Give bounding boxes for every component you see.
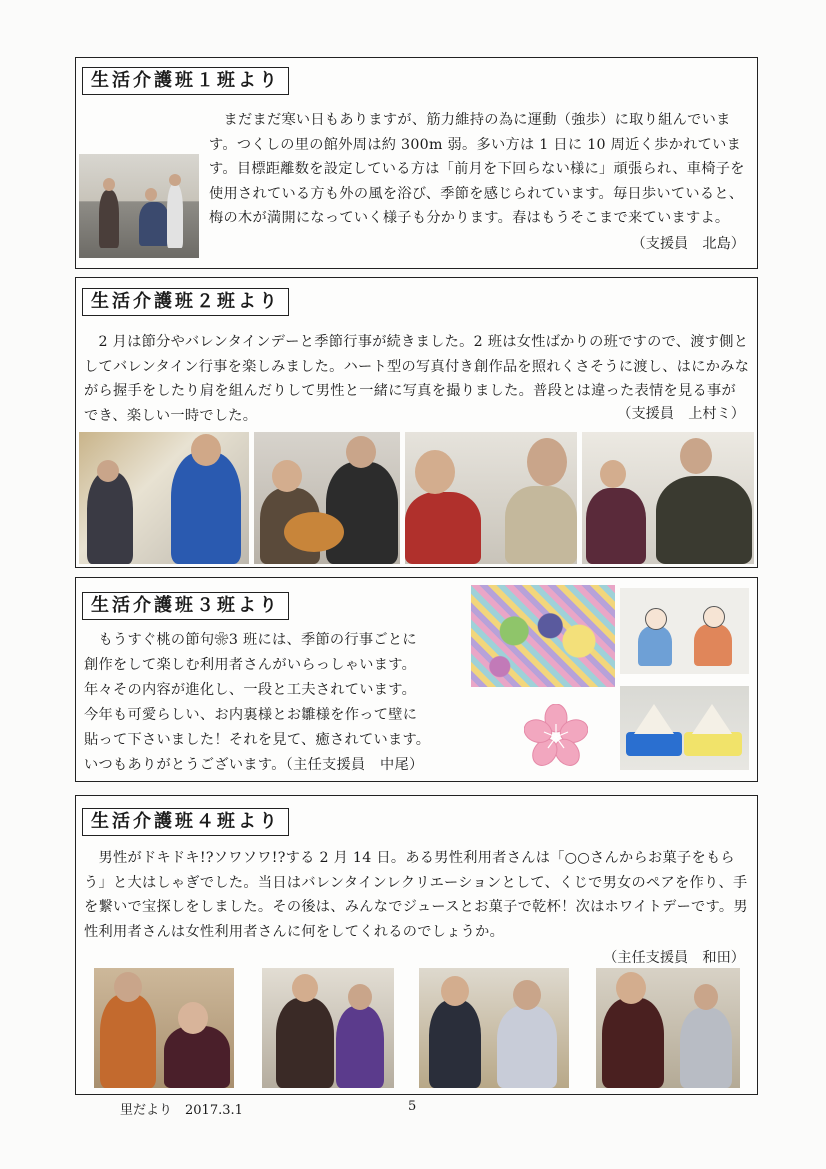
section-2-title: 生活介護班２班より [82, 288, 289, 316]
section-4-signature: （主任支援員 和田） [603, 950, 745, 966]
section-group-2 [75, 277, 758, 568]
peach-blossom-icon [524, 704, 588, 768]
treasure-hunt-photo-1 [94, 968, 234, 1088]
section-3-line-5: 貼って下さいました！それを見て、癒されています。 [84, 732, 431, 748]
hina-dolls-drawing-photo [620, 588, 749, 674]
treasure-hunt-photo-2 [262, 968, 394, 1088]
section-4-title: 生活介護班４班より [82, 808, 289, 836]
footer-issue-date: 里だより 2017.3.1 [120, 1103, 243, 1118]
section-3-line-2: 創作をして楽しむ利用者さんがいらっしゃいます。 [84, 657, 417, 673]
valentine-photo-3 [405, 432, 577, 564]
page-number: 5 [408, 1099, 417, 1114]
paper-hina-dolls-photo [620, 686, 749, 770]
section-3-line-3: 年々その内容が進化し、一段と工夫されています。 [84, 682, 417, 698]
section-1-signature: （支援員 北島） [631, 236, 745, 252]
section-group-1 [75, 57, 758, 269]
photo-wrap-spacer [84, 156, 209, 228]
treasure-hunt-photo-3 [419, 968, 569, 1088]
section-3-line-1: もうすぐ桃の節句❀3 班には、季節の行事ごとに [84, 632, 417, 648]
treasure-hunt-photo-4 [596, 968, 740, 1088]
valentine-photo-1 [79, 432, 249, 564]
section-4-body: 男性がドキドキ!?ソワソワ!?する 2 月 14 日。ある男性利用者さんは「○○さんからお菓子をもらう」と大はしゃぎでした。当日はバレンタインレクリエーションとして、くじで男女のペアを作り、手を繋いで宝探しをしました。その後は、みんなでジュースとお菓子で乾杯！次はホワイトデーです。男性利用者さんは女性利用者さんに何をしてくれるのでしょうか。 [84, 850, 748, 940]
section-2-signature: （支援員 上村ミ） [617, 406, 745, 422]
section-2-body: 2 月は節分やバレンタインデーと季節行事が続きました。2 班は女性ばかりの班ですので、渡す側としてバレンタイン行事を楽しみました。ハート型の写真付き創作品を照れくさそうに渡し、はにかみながら握手をしたり肩を組んだりして男性と一緒に写真を撮りました。普段とは違った表情を見る事ができ、楽しい一時でした。 [84, 334, 750, 424]
section-3-line-6: いつもありがとうございます。（主任支援員 中尾） [84, 757, 424, 773]
valentine-photo-4 [582, 432, 754, 564]
section-1-title: 生活介護班１班より [82, 67, 289, 95]
section-group-4 [75, 795, 758, 1095]
mosaic-artwork-photo [471, 585, 615, 687]
valentine-photo-2 [254, 432, 400, 564]
section-3-title: 生活介護班３班より [82, 592, 289, 620]
section-group-3 [75, 577, 758, 782]
section-3-line-4: 今年も可愛らしい、お内裏様とお雛様を作って壁に [84, 707, 418, 723]
section-1-body: まだまだ寒い日もありますが、筋力維持の為に運動（強歩）に取り組んでいます。つくしの里の館外周は約 300m 弱。多い方は 1 日に 10 周近く歩かれています。目標距離数を設定している方は「前月を下回らない様に」頑張られ、車椅子を使用されている方も外の風を浴び、季節を感じられています。毎日歩いていると、梅の木が満開になっていく様子も分かります。春はもうそこまで来ていますよ。 [84, 108, 750, 231]
